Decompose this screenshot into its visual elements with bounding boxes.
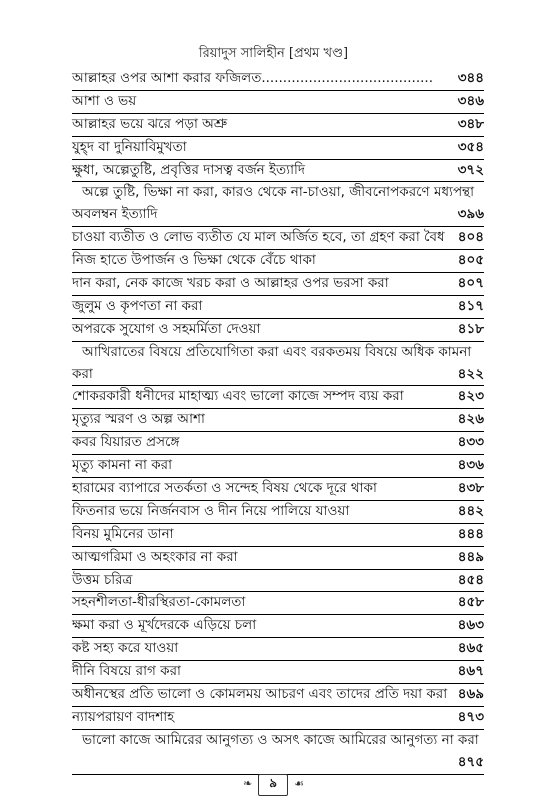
toc-entry-title: অধীনস্থের প্রতি ভালো ও কোমলময় আচরণ এবং তাদের প্রতি দয়া করা — [72, 686, 448, 703]
ornament-right-icon: ☙ — [294, 777, 304, 790]
toc-entry[interactable] — [72, 478, 484, 501]
toc-entry[interactable] — [72, 409, 484, 432]
toc-entry[interactable] — [72, 386, 484, 409]
toc-entry[interactable] — [72, 68, 484, 91]
toc-entry-title: অপরকে সুযোগ ও সহমর্মিতা দেওয়া — [72, 320, 261, 337]
toc-entry-page: ৩৫৪ — [457, 138, 484, 155]
toc-entry-title: আত্মগরিমা ও অহংকার না করা — [72, 548, 238, 565]
toc-entry-page: ৪৪৯ — [457, 548, 484, 565]
toc-entry-title: দীনি বিষয়ে রাগ করা — [72, 663, 181, 680]
toc-entry-title: মৃত্যুর স্মরণ ও অল্প আশা — [72, 411, 205, 428]
toc-entry-title: অল্পে তুষ্টি, ভিক্ষা না করা, কারও থেকে না-চাওয়া, জীবনোপকরণে মধ্যপন্থা — [82, 184, 475, 201]
toc-entry-title: আল্লাহর ভয়ে ঝরে পড়া অশ্রু — [72, 115, 228, 132]
toc-entry-page: ৪৭৫ — [457, 753, 484, 770]
toc-entry-page: ৪৬৩ — [457, 617, 484, 634]
toc-entry-page: ৪৩৬ — [457, 457, 484, 474]
toc-entry-page: ৩৪৪ — [457, 70, 484, 86]
toc-entry-page: ৩৪৮ — [457, 115, 484, 132]
toc-entry-page: ৩৭২ — [457, 161, 484, 178]
toc-entry-page: ৪০৭ — [457, 275, 484, 292]
toc-entry[interactable] — [72, 615, 484, 638]
toc-entry[interactable] — [72, 455, 484, 478]
toc-entry[interactable] — [72, 204, 484, 227]
toc-entry-title: আশা ও ভয় — [72, 92, 137, 109]
toc-entry-title: ক্ষমা করা ও মূর্খদেরকে এড়িয়ে চলা — [72, 617, 257, 634]
toc-entry-page: ৩৪৬ — [457, 92, 484, 109]
toc-entry[interactable] — [72, 752, 484, 775]
toc-entry[interactable] — [72, 570, 484, 593]
toc-entry-title: সহনশীলতা-ধীরস্থিরতা-কোমলতা — [72, 594, 246, 611]
toc-entry[interactable] — [72, 91, 484, 114]
toc-entry[interactable] — [72, 296, 484, 319]
toc-entry-page: ৪৫৪ — [457, 571, 484, 588]
toc-entry[interactable] — [72, 432, 484, 455]
toc-entry[interactable] — [72, 137, 484, 160]
toc-entry-page: ৪২৩ — [457, 388, 484, 405]
toc-entry-title: উত্তম চরিত্র — [72, 571, 133, 588]
toc-entry-title: আখিরাতের বিষয়ে প্রতিযোগিতা করা এবং বরকতময় বিষয়ে অধিক কামনা — [82, 343, 472, 360]
toc-entry-page: ৪৩৩ — [457, 434, 484, 451]
toc-entry-page: ৪৪৪ — [457, 525, 484, 542]
toc-entry[interactable] — [72, 707, 484, 730]
toc-entry[interactable] — [72, 319, 484, 342]
toc-entry-title: ন্যায়পরায়ণ বাদশাহ — [72, 708, 175, 725]
toc-entry-title: কষ্ট সহ্য করে যাওয়া — [72, 640, 179, 657]
toc-entry-page: ৪০৪ — [457, 229, 484, 246]
page-number: ৯ — [258, 774, 288, 796]
toc-entry-title: চাওয়া ব্যতীত ও লোভ ব্যতীত যে মাল অর্জিত হবে, তা গ্রহণ করা বৈধ — [72, 229, 445, 246]
toc-entry-title: অবলম্বন ইত্যাদি — [72, 206, 158, 223]
toc-entry[interactable] — [72, 661, 484, 684]
toc-entry[interactable] — [72, 182, 484, 204]
toc-entry[interactable] — [72, 364, 484, 387]
header-title: রিয়াদুস সালিহীন [প্রথম খণ্ড] — [198, 46, 349, 61]
toc-entry-title: ফিতনার ভয়ে নির্জনবাস ও দীন নিয়ে পালিয়ে যাওয়া — [72, 502, 350, 519]
running-header — [0, 44, 547, 65]
toc-entry-title: করা — [72, 365, 93, 382]
toc-entry[interactable] — [72, 342, 484, 364]
toc-entry[interactable] — [72, 638, 484, 661]
toc-entry-title: বিনয় মুমিনের ডানা — [72, 525, 174, 542]
toc-entry-page: ৪৩৮ — [457, 480, 484, 497]
toc-entry-page: ৪২৬ — [457, 411, 484, 428]
toc-entry-page: ৪৬৯ — [457, 686, 484, 703]
toc-entry[interactable] — [72, 730, 484, 752]
toc-entry-title: ক্ষুধা, অল্পেতুষ্টি, প্রবৃত্তির দাসত্ব বর্জন ইত্যাদি — [72, 161, 305, 178]
toc-entry[interactable] — [72, 273, 484, 296]
toc-entry-title: কবর যিয়ারত প্রসঙ্গে — [72, 434, 180, 451]
toc-entry-page: ৪৬৫ — [457, 640, 484, 657]
toc-entry-title: ভালো কাজে আমিরের আনুগত্য ও অসৎ কাজে আমিরের আনুগত্য না করা — [82, 731, 479, 748]
table-of-contents — [72, 68, 484, 775]
toc-entry[interactable] — [72, 227, 484, 250]
toc-entry-page: ৪৭৩ — [457, 708, 484, 725]
toc-entry[interactable] — [72, 114, 484, 137]
toc-entry-title: জুলুম ও কৃপণতা না করা — [72, 297, 203, 314]
toc-entry[interactable] — [72, 592, 484, 615]
toc-entry[interactable] — [72, 684, 484, 707]
toc-entry-page: ৪১৮ — [457, 320, 484, 337]
toc-entry-title: হারামের ব্যাপারে সতর্কতা ও সন্দেহ বিষয় থেকে দূরে থাকা — [72, 480, 377, 497]
ornament-left-icon: ❧ — [243, 777, 253, 790]
toc-entry-title: যুহ্‌দ বা দুনিয়াবিমুখতা — [72, 138, 187, 155]
toc-entry-title: মৃত্যু কামনা না করা — [72, 457, 173, 474]
toc-entry-page: ৪২২ — [457, 365, 484, 382]
toc-entry[interactable] — [72, 501, 484, 524]
toc-entry-page: ৩৯৬ — [457, 206, 484, 223]
page-footer — [0, 774, 547, 796]
toc-entry[interactable] — [72, 524, 484, 547]
toc-entry-title: শোকরকারী ধনীদের মাহাত্ম্য এবং ভালো কাজে সম্পদ ব্যয় করা — [72, 388, 404, 405]
toc-entry-title: নিজ হাতে উপার্জন ও ভিক্ষা থেকে বেঁচে থাকা — [72, 252, 316, 269]
toc-entry[interactable] — [72, 160, 484, 183]
toc-entry-page: ৪১৭ — [457, 297, 484, 314]
toc-entry[interactable] — [72, 547, 484, 570]
toc-entry[interactable] — [72, 250, 484, 273]
toc-entry-title: দান করা, নেক কাজে খরচ করা ও আল্লাহর ওপর ভরসা করা — [72, 275, 389, 292]
toc-entry-page: ৪৫৮ — [457, 594, 484, 611]
toc-entry-page: ৪০৫ — [457, 252, 484, 269]
toc-entry-page: ৪৬৭ — [457, 663, 484, 680]
toc-entry-page: ৪৪২ — [457, 502, 484, 519]
toc-entry-title: আল্লাহর ওপর আশা করার ফজিলত........................................ — [72, 70, 433, 86]
